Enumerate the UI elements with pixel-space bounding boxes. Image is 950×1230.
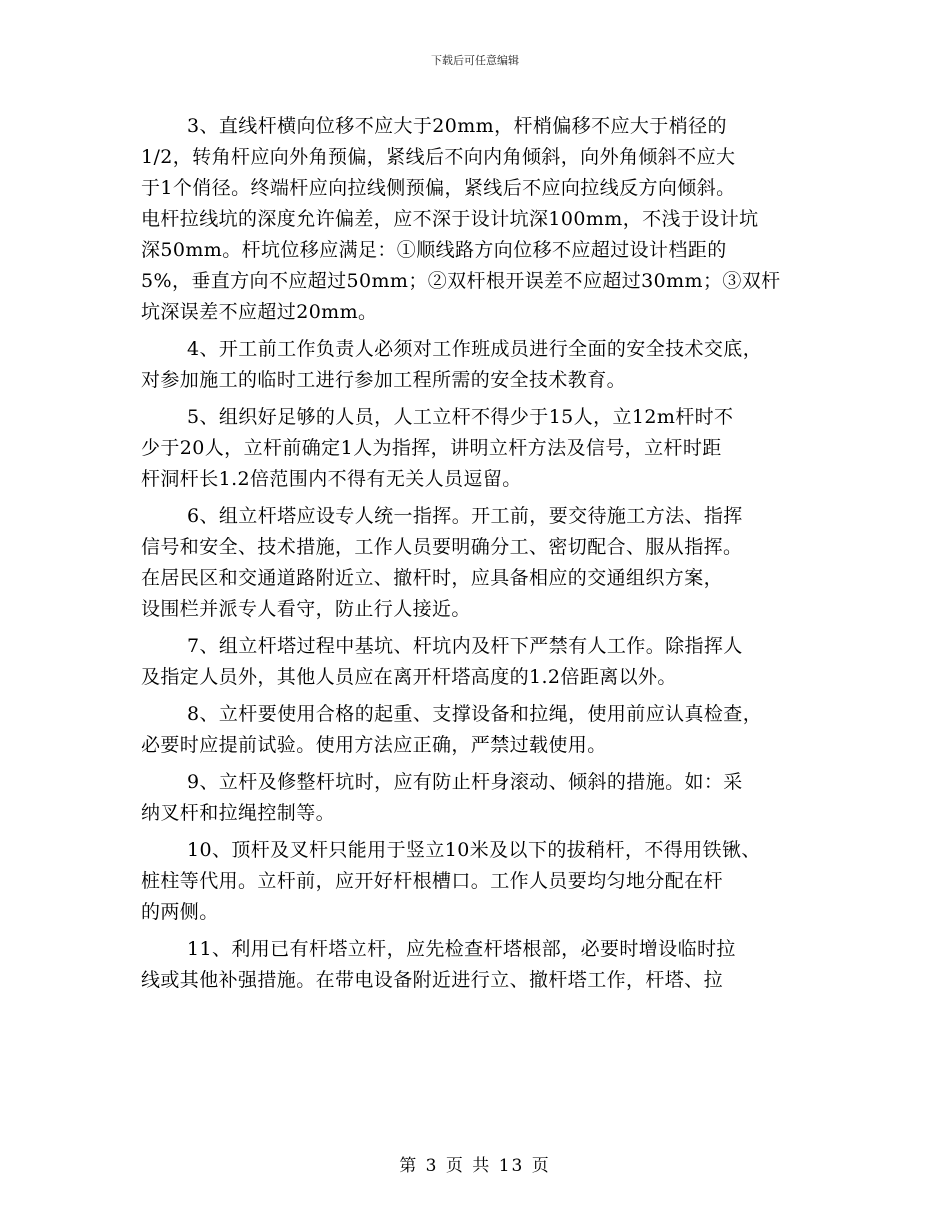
text-line: 电杆拉线坑的深度允许偏差，应不深于设计坑深100mm，不浅于设计坑 (141, 208, 759, 230)
text-line: 5、组织好足够的人员，人工立杆不得少于15人，立12m杆时不 (187, 406, 734, 428)
text-line: 3、直线杆横向位移不应大于20mm，杆梢偏移不应大于梢径的 (187, 115, 727, 137)
page-number-footer: 第 3 页 共 13 页 (399, 1156, 551, 1176)
text-line: 纳叉杆和拉绳控制等。 (141, 802, 336, 824)
text-line: 信号和安全、技术措施，工作人员要明确分工、密切配合、服从指挥。 (141, 536, 743, 558)
text-line: 深50mm。杆坑位移应满足：①顺线路方向位移不应超过设计档距的 (141, 239, 727, 261)
text-line: 于1个俏径。终端杆应向拉线侧预偏，紧线后不应向拉线反方向倾斜。 (141, 177, 736, 199)
text-line: 设围栏并派专人看守，防止行人接近。 (141, 598, 471, 620)
text-line: 6、组立杆塔应设专人统一指挥。开工前，要交待施工方法、指挥 (187, 505, 743, 527)
text-line: 4、开工前工作负责人必须对工作班成员进行全面的安全技术交底， (187, 338, 763, 360)
paragraph-item-8 (141, 699, 821, 761)
text-line: 杆洞杆长1.2倍范围内不得有无关人员逗留。 (141, 468, 522, 490)
page-header: 下载后可任意编辑 (431, 54, 519, 67)
text-line: 桩柱等代用。立杆前，应开好杆根槽口。工作人员要均匀地分配在杆 (141, 870, 724, 892)
text-line: 对参加施工的临时工进行参加工程所需的安全技术教育。 (141, 369, 627, 391)
text-line: 少于20人，立杆前确定1人为指挥，讲明立杆方法及信号，立杆时距 (141, 437, 722, 459)
text-line: 10、顶杆及叉杆只能用于竖立10米及以下的拔稍杆，不得用铁锹、 (187, 839, 761, 861)
text-line: 坑深误差不应超过20mm。 (141, 301, 378, 323)
paragraph-item-10 (141, 835, 821, 928)
paragraph-item-3 (141, 111, 821, 328)
paragraph-item-11 (141, 934, 821, 996)
text-line: 1/2，转角杆应向外角预偏，紧线后不向内角倾斜，向外角倾斜不应大 (141, 146, 736, 168)
text-line: 及指定人员外，其他人员应在离开杆塔高度的1.2倍距离以外。 (141, 666, 677, 688)
text-line: 线或其他补强措施。在带电设备附近进行立、撤杆塔工作，杆塔、拉 (141, 969, 724, 991)
text-line: 8、立杆要使用合格的起重、支撑设备和拉绳，使用前应认真检查， (187, 703, 763, 725)
text-line: 11、利用已有杆塔立杆，应先检查杆塔根部，必要时增设临时拉 (187, 938, 736, 960)
text-line: 9、立杆及修整杆坑时，应有防止杆身滚动、倾斜的措施。如：采 (187, 771, 743, 793)
text-line: 的两侧。 (141, 901, 219, 923)
text-line: 5%，垂直方向不应超过50mm；②双杆根开误差不应超过30mm；③双杆 (141, 270, 781, 292)
text-line: 必要时应提前试验。使用方法应正确，严禁过载使用。 (141, 734, 607, 756)
text-line: 7、组立杆塔过程中基坑、杆坑内及杆下严禁有人工作。除指挥人 (187, 635, 743, 657)
document-body (141, 111, 821, 996)
paragraph-item-5 (141, 402, 821, 495)
paragraph-item-4 (141, 334, 821, 396)
paragraph-item-7 (141, 631, 821, 693)
paragraph-item-6 (141, 501, 821, 625)
text-line: 在居民区和交通道路附近立、撤杆时，应具备相应的交通组织方案， (141, 567, 724, 589)
paragraph-item-9 (141, 767, 821, 829)
